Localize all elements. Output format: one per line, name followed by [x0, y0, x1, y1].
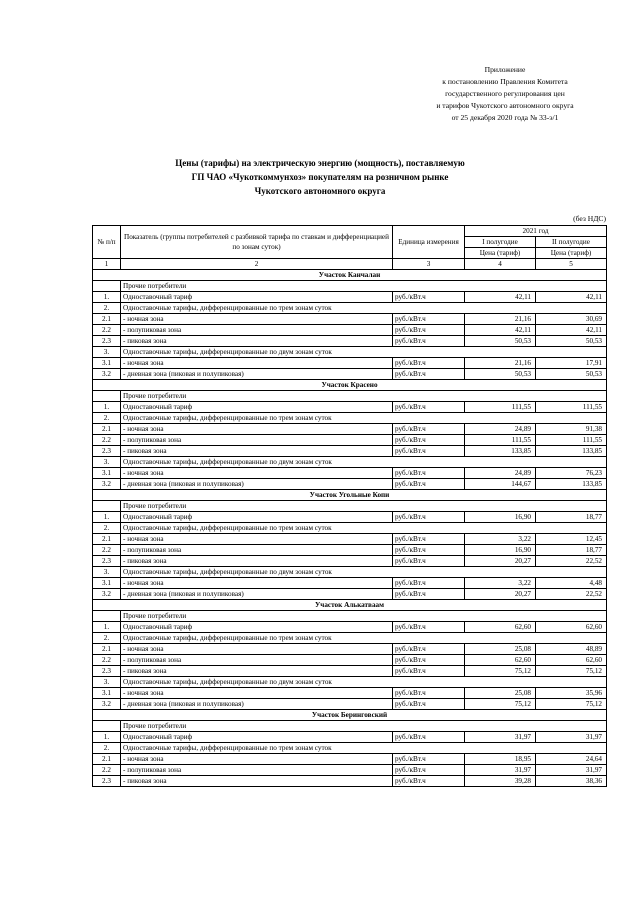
table-row — [93, 578, 607, 589]
vat-note: (без НДС) — [573, 214, 606, 223]
price-h1: 25,08 — [465, 688, 536, 699]
row-number: 3.1 — [93, 688, 121, 699]
price-h1: 75,12 — [465, 699, 536, 710]
row-number: 2. — [93, 303, 121, 314]
section-row — [93, 490, 607, 501]
group-label: Прочие потребители — [121, 721, 607, 732]
row-unit: руб./кВт.ч — [393, 556, 465, 567]
row-number: 3. — [93, 567, 121, 578]
row-indicator: - ночная зона — [121, 314, 393, 325]
row-indicator: - ночная зона — [121, 468, 393, 479]
row-number — [93, 611, 121, 622]
row-number: 1. — [93, 512, 121, 523]
section-row — [93, 270, 607, 281]
column-number: 1 — [93, 259, 121, 270]
table-row — [93, 765, 607, 776]
group-row — [93, 303, 607, 314]
row-unit: руб./кВт.ч — [393, 534, 465, 545]
price-h1: 62,60 — [465, 622, 536, 633]
group-row — [93, 391, 607, 402]
group-row — [93, 721, 607, 732]
row-number: 3.2 — [93, 479, 121, 490]
price-h1: 3,22 — [465, 578, 536, 589]
price-h1: 42,11 — [465, 325, 536, 336]
price-h1: 133,85 — [465, 446, 536, 457]
document-title — [100, 156, 540, 198]
section-title: Участок Красено — [93, 380, 607, 391]
row-indicator: - дневная зона (пиковая и полупиковая) — [121, 589, 393, 600]
group-row — [93, 413, 607, 424]
group-row — [93, 743, 607, 754]
table-row — [93, 468, 607, 479]
row-unit: руб./кВт.ч — [393, 655, 465, 666]
table-row — [93, 622, 607, 633]
price-h2: 18,77 — [536, 545, 607, 556]
row-unit: руб./кВт.ч — [393, 336, 465, 347]
price-h1: 39,28 — [465, 776, 536, 787]
table-row — [93, 314, 607, 325]
section-title: Участок Алькатваам — [93, 600, 607, 611]
price-h1: 16,90 — [465, 545, 536, 556]
row-indicator: - ночная зона — [121, 578, 393, 589]
row-indicator: - пиковая зона — [121, 446, 393, 457]
section-row — [93, 600, 607, 611]
header-unit: Единица измерения — [393, 226, 465, 259]
title-line: Цены (тарифы) на электрическую энергию (мощность), поставляемую — [175, 158, 465, 168]
row-indicator: - дневная зона (пиковая и полупиковая) — [121, 479, 393, 490]
price-h2: 111,55 — [536, 402, 607, 413]
row-indicator: - пиковая зона — [121, 336, 393, 347]
price-h2: 31,97 — [536, 732, 607, 743]
row-number: 3. — [93, 347, 121, 358]
price-h2: 18,77 — [536, 512, 607, 523]
row-indicator: - ночная зона — [121, 424, 393, 435]
row-unit: руб./кВт.ч — [393, 699, 465, 710]
price-h2: 22,52 — [536, 556, 607, 567]
group-row — [93, 611, 607, 622]
group-row — [93, 567, 607, 578]
appendix-block — [405, 64, 605, 124]
row-number: 2.2 — [93, 765, 121, 776]
row-number — [93, 281, 121, 292]
price-h2: 12,45 — [536, 534, 607, 545]
row-number: 3.2 — [93, 369, 121, 380]
price-h1: 24,89 — [465, 468, 536, 479]
row-number: 2. — [93, 523, 121, 534]
row-unit: руб./кВт.ч — [393, 325, 465, 336]
table-row — [93, 402, 607, 413]
price-h2: 133,85 — [536, 479, 607, 490]
row-indicator: - полупиковая зона — [121, 765, 393, 776]
table-row — [93, 732, 607, 743]
price-h1: 20,27 — [465, 556, 536, 567]
group-label: Прочие потребители — [121, 391, 607, 402]
group-label: Одноставочные тарифы, дифференцированные по двум зонам суток — [121, 347, 607, 358]
row-indicator: Одноставочный тариф — [121, 292, 393, 303]
price-h2: 17,91 — [536, 358, 607, 369]
group-label: Одноставочные тарифы, дифференцированные по двум зонам суток — [121, 677, 607, 688]
row-number — [93, 391, 121, 402]
row-number: 3.1 — [93, 578, 121, 589]
column-number: 3 — [393, 259, 465, 270]
price-h2: 62,60 — [536, 622, 607, 633]
header-half-2: II полугодие — [536, 237, 607, 248]
group-row — [93, 677, 607, 688]
group-row — [93, 281, 607, 292]
table-row — [93, 776, 607, 787]
row-number: 1. — [93, 402, 121, 413]
row-indicator: - пиковая зона — [121, 556, 393, 567]
row-unit: руб./кВт.ч — [393, 292, 465, 303]
price-h2: 22,52 — [536, 589, 607, 600]
row-number: 2.3 — [93, 446, 121, 457]
group-row — [93, 523, 607, 534]
row-indicator: - ночная зона — [121, 358, 393, 369]
price-h1: 75,12 — [465, 666, 536, 677]
row-number: 2.3 — [93, 776, 121, 787]
price-h1: 42,11 — [465, 292, 536, 303]
price-h1: 111,55 — [465, 435, 536, 446]
row-indicator: - ночная зона — [121, 534, 393, 545]
price-h1: 144,67 — [465, 479, 536, 490]
row-number: 2.1 — [93, 314, 121, 325]
price-h2: 35,96 — [536, 688, 607, 699]
row-indicator: - ночная зона — [121, 644, 393, 655]
table-body — [93, 270, 607, 787]
header-half-1: I полугодие — [465, 237, 536, 248]
price-h2: 75,12 — [536, 699, 607, 710]
row-indicator: - ночная зона — [121, 688, 393, 699]
group-label: Одноставочные тарифы, дифференцированные по трем зонам суток — [121, 633, 607, 644]
row-number: 2.2 — [93, 545, 121, 556]
table-row — [93, 556, 607, 567]
price-h1: 16,90 — [465, 512, 536, 523]
table-row — [93, 699, 607, 710]
row-number — [93, 721, 121, 732]
row-unit: руб./кВт.ч — [393, 666, 465, 677]
group-label: Одноставочные тарифы, дифференцированные по двум зонам суток — [121, 457, 607, 468]
price-h1: 111,55 — [465, 402, 536, 413]
row-indicator: - ночная зона — [121, 754, 393, 765]
price-h2: 24,64 — [536, 754, 607, 765]
row-indicator: - полупиковая зона — [121, 655, 393, 666]
row-unit: руб./кВт.ч — [393, 446, 465, 457]
row-number: 2. — [93, 633, 121, 644]
section-row — [93, 710, 607, 721]
price-h1: 21,16 — [465, 314, 536, 325]
row-number: 2.1 — [93, 534, 121, 545]
row-number: 2.3 — [93, 336, 121, 347]
price-h1: 21,16 — [465, 358, 536, 369]
price-h2: 48,89 — [536, 644, 607, 655]
table-row — [93, 479, 607, 490]
row-unit: руб./кВт.ч — [393, 468, 465, 479]
appendix-line: Приложение — [484, 65, 526, 74]
row-number: 2. — [93, 743, 121, 754]
price-h2: 42,11 — [536, 292, 607, 303]
row-number: 3.2 — [93, 589, 121, 600]
title-line: ГП ЧАО «Чукоткоммунхоз» покупателям на розничном рынке — [191, 172, 449, 182]
column-number: 2 — [121, 259, 393, 270]
row-number: 3. — [93, 677, 121, 688]
table-row — [93, 325, 607, 336]
table-row — [93, 754, 607, 765]
header-year: 2021 год — [465, 226, 607, 237]
group-row — [93, 347, 607, 358]
row-unit: руб./кВт.ч — [393, 578, 465, 589]
price-h2: 50,53 — [536, 369, 607, 380]
header-indicator: Показатель (группы потребителей с разбивкой тарифа по ставкам и дифференциацией по зонам суток) — [121, 226, 393, 259]
row-unit: руб./кВт.ч — [393, 479, 465, 490]
price-h2: 111,55 — [536, 435, 607, 446]
price-h1: 25,08 — [465, 644, 536, 655]
table-row — [93, 655, 607, 666]
column-number-row — [93, 259, 607, 270]
title-line: Чукотского автономного округа — [254, 186, 386, 196]
group-row — [93, 633, 607, 644]
header-price-2: Цена (тариф) — [536, 248, 607, 259]
row-indicator: Одноставочный тариф — [121, 512, 393, 523]
group-label: Одноставочные тарифы, дифференцированные по трем зонам суток — [121, 413, 607, 424]
row-number: 2.2 — [93, 435, 121, 446]
row-indicator: - дневная зона (пиковая и полупиковая) — [121, 369, 393, 380]
group-label: Прочие потребители — [121, 501, 607, 512]
row-number — [93, 501, 121, 512]
price-h2: 38,36 — [536, 776, 607, 787]
row-unit: руб./кВт.ч — [393, 512, 465, 523]
row-number: 2.3 — [93, 666, 121, 677]
row-unit: руб./кВт.ч — [393, 732, 465, 743]
table-row — [93, 369, 607, 380]
row-indicator: Одноставочный тариф — [121, 622, 393, 633]
table-row — [93, 358, 607, 369]
price-h1: 20,27 — [465, 589, 536, 600]
group-row — [93, 501, 607, 512]
table-row — [93, 435, 607, 446]
section-title: Участок Беринговский — [93, 710, 607, 721]
table-row — [93, 666, 607, 677]
row-unit: руб./кВт.ч — [393, 369, 465, 380]
row-unit: руб./кВт.ч — [393, 644, 465, 655]
row-number: 3.2 — [93, 699, 121, 710]
price-h2: 31,97 — [536, 765, 607, 776]
row-unit: руб./кВт.ч — [393, 358, 465, 369]
row-number: 2.1 — [93, 644, 121, 655]
appendix-line: к постановлению Правления Комитета — [442, 77, 568, 86]
row-unit: руб./кВт.ч — [393, 589, 465, 600]
row-number: 2.3 — [93, 556, 121, 567]
price-h2: 4,48 — [536, 578, 607, 589]
row-number: 2.1 — [93, 424, 121, 435]
row-number: 1. — [93, 732, 121, 743]
column-number: 4 — [465, 259, 536, 270]
row-unit: руб./кВт.ч — [393, 776, 465, 787]
header-price-1: Цена (тариф) — [465, 248, 536, 259]
table-row — [93, 644, 607, 655]
row-number: 2.2 — [93, 325, 121, 336]
price-h2: 30,69 — [536, 314, 607, 325]
row-indicator: Одноставочный тариф — [121, 402, 393, 413]
row-unit: руб./кВт.ч — [393, 314, 465, 325]
price-h1: 3,22 — [465, 534, 536, 545]
price-h2: 50,53 — [536, 336, 607, 347]
price-h1: 50,53 — [465, 369, 536, 380]
section-row — [93, 380, 607, 391]
price-h2: 133,85 — [536, 446, 607, 457]
row-unit: руб./кВт.ч — [393, 435, 465, 446]
table-row — [93, 512, 607, 523]
table-row — [93, 424, 607, 435]
price-h1: 50,53 — [465, 336, 536, 347]
row-unit: руб./кВт.ч — [393, 754, 465, 765]
column-number: 5 — [536, 259, 607, 270]
table-row — [93, 688, 607, 699]
table-row — [93, 545, 607, 556]
price-h1: 18,95 — [465, 754, 536, 765]
row-number: 2.1 — [93, 754, 121, 765]
row-unit: руб./кВт.ч — [393, 622, 465, 633]
table-row — [93, 446, 607, 457]
group-label: Одноставочные тарифы, дифференцированные по двум зонам суток — [121, 567, 607, 578]
row-unit: руб./кВт.ч — [393, 545, 465, 556]
row-unit: руб./кВт.ч — [393, 424, 465, 435]
appendix-line: от 25 декабря 2020 года № 33-э/1 — [451, 113, 559, 122]
appendix-line: государственного регулирования цен — [445, 89, 565, 98]
price-h2: 91,38 — [536, 424, 607, 435]
price-h2: 75,12 — [536, 666, 607, 677]
price-h1: 62,60 — [465, 655, 536, 666]
group-label: Одноставочные тарифы, дифференцированные по трем зонам суток — [121, 743, 607, 754]
row-number: 1. — [93, 292, 121, 303]
price-h1: 31,97 — [465, 732, 536, 743]
price-h1: 24,89 — [465, 424, 536, 435]
price-h1: 31,97 — [465, 765, 536, 776]
table-row — [93, 589, 607, 600]
row-number: 2. — [93, 413, 121, 424]
row-indicator: - дневная зона (пиковая и полупиковая) — [121, 699, 393, 710]
row-number: 1. — [93, 622, 121, 633]
price-h2: 42,11 — [536, 325, 607, 336]
section-title: Участок Угольные Копи — [93, 490, 607, 501]
row-number: 3.1 — [93, 358, 121, 369]
row-number: 3. — [93, 457, 121, 468]
group-label: Прочие потребители — [121, 281, 607, 292]
table-row — [93, 336, 607, 347]
table-row — [93, 292, 607, 303]
price-h2: 62,60 — [536, 655, 607, 666]
group-label: Одноставочные тарифы, дифференцированные по трем зонам суток — [121, 303, 607, 314]
row-unit: руб./кВт.ч — [393, 688, 465, 699]
row-unit: руб./кВт.ч — [393, 765, 465, 776]
table-row — [93, 534, 607, 545]
row-indicator: - пиковая зона — [121, 666, 393, 677]
group-row — [93, 457, 607, 468]
price-h2: 76,23 — [536, 468, 607, 479]
row-indicator: Одноставочный тариф — [121, 732, 393, 743]
row-indicator: - полупиковая зона — [121, 325, 393, 336]
header-num: № п/п — [93, 226, 121, 259]
row-indicator: - пиковая зона — [121, 776, 393, 787]
appendix-line: и тарифов Чукотского автономного округа — [436, 101, 574, 110]
row-indicator: - полупиковая зона — [121, 545, 393, 556]
row-unit: руб./кВт.ч — [393, 402, 465, 413]
section-title: Участок Канчалан — [93, 270, 607, 281]
row-number: 3.1 — [93, 468, 121, 479]
group-label: Прочие потребители — [121, 611, 607, 622]
tariff-table — [92, 225, 607, 787]
row-indicator: - полупиковая зона — [121, 435, 393, 446]
group-label: Одноставочные тарифы, дифференцированные по трем зонам суток — [121, 523, 607, 534]
row-number: 2.2 — [93, 655, 121, 666]
header-row — [93, 226, 607, 237]
